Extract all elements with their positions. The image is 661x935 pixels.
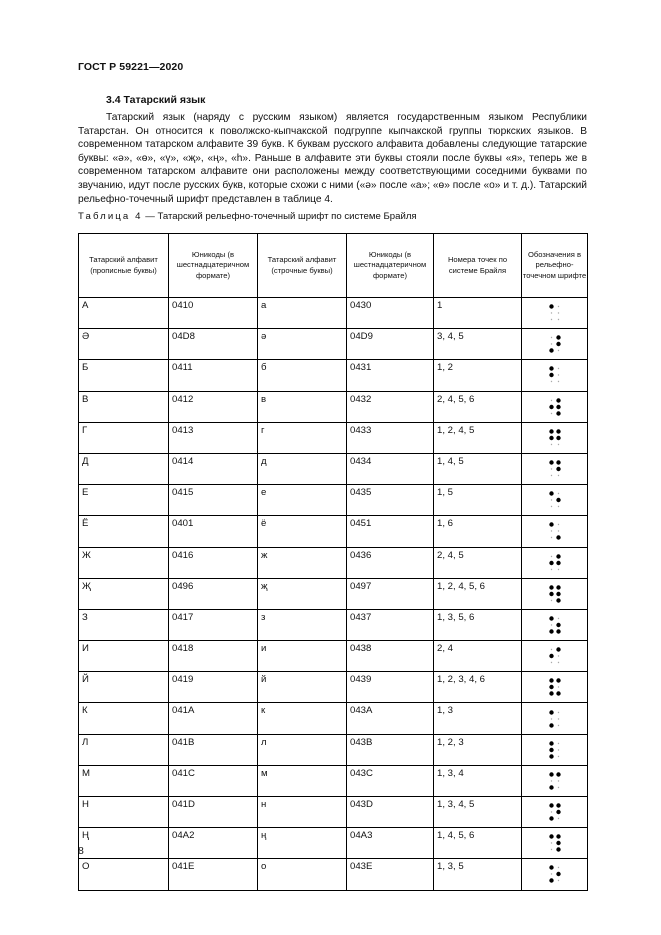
cell-braille: [522, 609, 588, 640]
braille-dot-empty: [557, 718, 558, 719]
braille-dot-empty: [550, 843, 551, 844]
table-row: [79, 391, 588, 422]
cell-braille: [522, 298, 588, 329]
cell-upper: Д: [79, 453, 169, 484]
table-caption-label: Таблица 4: [78, 211, 143, 222]
page-number: 8: [78, 845, 84, 857]
table-row: [79, 765, 588, 796]
braille-dot-raised: [549, 349, 553, 353]
braille-dot-empty: [557, 444, 558, 445]
braille-dot-empty: [557, 618, 558, 619]
braille-dot-raised: [549, 866, 553, 870]
braille-dot-raised: [556, 460, 560, 464]
cell-dots: 3, 4, 5: [434, 329, 522, 360]
cell-upper: Н: [79, 797, 169, 828]
braille-dot-raised: [556, 629, 560, 633]
cell-upper: Е: [79, 485, 169, 516]
braille-dot-raised: [549, 785, 553, 789]
cell-lower-code: 043E: [347, 859, 434, 890]
cell-lower: и: [258, 641, 347, 672]
cell-lower-code: 043B: [347, 734, 434, 765]
braille-cell-icon: [548, 740, 562, 760]
cell-lower: җ: [258, 578, 347, 609]
cell-dots: 1, 2, 4, 5, 6: [434, 578, 522, 609]
cell-dots: 1, 3, 4: [434, 765, 522, 796]
cell-lower-code: 04D9: [347, 329, 434, 360]
braille-cell-icon: [548, 490, 562, 510]
cell-lower: в: [258, 391, 347, 422]
cell-lower: б: [258, 360, 347, 391]
braille-dot-raised: [556, 554, 560, 558]
cell-dots: 1, 2: [434, 360, 522, 391]
cell-upper: А: [79, 298, 169, 329]
braille-dot-empty: [557, 506, 558, 507]
cell-braille: [522, 859, 588, 890]
cell-braille: [522, 547, 588, 578]
braille-dot-raised: [549, 304, 553, 308]
braille-dot-empty: [557, 306, 558, 307]
braille-dot-raised: [549, 816, 553, 820]
cell-braille: [522, 329, 588, 360]
table-row: [79, 734, 588, 765]
table-row: [79, 329, 588, 360]
cell-upper-code: 0412: [169, 391, 258, 422]
braille-cell-icon: [548, 864, 562, 884]
braille-dot-raised: [556, 772, 560, 776]
cell-braille: [522, 828, 588, 859]
braille-dot-empty: [550, 568, 551, 569]
table-row: [79, 609, 588, 640]
braille-dot-empty: [550, 849, 551, 850]
braille-dot-raised: [549, 754, 553, 758]
braille-dot-empty: [557, 818, 558, 819]
table-row: [79, 828, 588, 859]
braille-dot-raised: [556, 585, 560, 589]
braille-dot-empty: [557, 711, 558, 712]
cell-dots: 2, 4: [434, 641, 522, 672]
braille-dot-empty: [557, 375, 558, 376]
braille-dot-empty: [550, 718, 551, 719]
braille-dot-empty: [557, 756, 558, 757]
braille-dot-empty: [550, 399, 551, 400]
cell-upper: М: [79, 765, 169, 796]
cell-lower-code: 0431: [347, 360, 434, 391]
cell-lower: з: [258, 609, 347, 640]
cell-lower-code: 043A: [347, 703, 434, 734]
cell-lower-code: 0436: [347, 547, 434, 578]
table-caption: [78, 211, 417, 222]
cell-lower-code: 0497: [347, 578, 434, 609]
table-row: [79, 547, 588, 578]
braille-dot-raised: [549, 373, 553, 377]
braille-dot-empty: [557, 368, 558, 369]
cell-dots: 1, 6: [434, 516, 522, 547]
braille-dot-empty: [557, 787, 558, 788]
cell-dots: 2, 4, 5: [434, 547, 522, 578]
cell-lower: л: [258, 734, 347, 765]
cell-lower: к: [258, 703, 347, 734]
braille-dot-raised: [556, 872, 560, 876]
braille-cell-icon: [548, 459, 562, 479]
header-lower: Татарский алфавит (строчные буквы): [258, 234, 347, 298]
braille-dot-raised: [556, 803, 560, 807]
cell-upper-code: 041B: [169, 734, 258, 765]
table-caption-text: — Татарский рельефно-точечный шрифт по системе Брайля: [142, 211, 417, 222]
cell-lower-code: 0435: [347, 485, 434, 516]
cell-lower-code: 0438: [347, 641, 434, 672]
cell-lower: г: [258, 422, 347, 453]
cell-lower: ё: [258, 516, 347, 547]
header-lower-code: Юникоды (в шестнадцатеричном формате): [347, 234, 434, 298]
braille-dot-raised: [549, 629, 553, 633]
braille-dot-empty: [550, 468, 551, 469]
braille-dot-empty: [550, 649, 551, 650]
cell-lower-code: 043C: [347, 765, 434, 796]
braille-cell-icon: [548, 584, 562, 604]
braille-dot-empty: [557, 655, 558, 656]
table-row: [79, 298, 588, 329]
intro-paragraph: Татарский язык (наряду с русским языком) является государственным языком Республики Татарстан. Он относится к поволжско-кыпчакской подгруппе кыпчакской группы тюркских языков. В современном татарском алфавите 39 букв. К буквам русского алфавита добавлены следующие татарские буквы: «ә», «ө», «ү», «җ», «ң», «һ». Раньше в алфавите эти буквы стояли после буквы «я», теперь же в современном татарском алфавите они расположены между соответствующими соседними буквами по звучанию, идут после русских букв, которые схожи с ними («ә» после «а»; «ө» после «о» и т. д.). Татарский рельефно-точечный шрифт представлен в таблице 4.: [78, 112, 587, 205]
braille-dot-raised: [556, 835, 560, 839]
cell-upper-code: 0419: [169, 672, 258, 703]
cell-upper: К: [79, 703, 169, 734]
cell-upper-code: 0418: [169, 641, 258, 672]
braille-dot-empty: [550, 444, 551, 445]
braille-dot-raised: [549, 679, 553, 683]
braille-cell-icon: [548, 397, 562, 417]
table-row: [79, 859, 588, 890]
cell-braille: [522, 422, 588, 453]
braille-dot-empty: [557, 312, 558, 313]
cell-upper-code: 0410: [169, 298, 258, 329]
cell-upper: Җ: [79, 578, 169, 609]
cell-braille: [522, 485, 588, 516]
braille-dot-empty: [550, 811, 551, 812]
cell-upper-code: 041D: [169, 797, 258, 828]
cell-upper-code: 0401: [169, 516, 258, 547]
cell-lower: н: [258, 797, 347, 828]
cell-braille: [522, 703, 588, 734]
braille-dot-empty: [550, 600, 551, 601]
cell-upper-code: 0417: [169, 609, 258, 640]
cell-upper: Ё: [79, 516, 169, 547]
braille-dot-raised: [556, 692, 560, 696]
cell-lower: м: [258, 765, 347, 796]
cell-upper: Ә: [79, 329, 169, 360]
braille-cell-icon: [548, 833, 562, 853]
braille-dot-raised: [549, 404, 553, 408]
table-row: [79, 578, 588, 609]
cell-dots: 1, 4, 5: [434, 453, 522, 484]
braille-dot-raised: [556, 536, 560, 540]
header-braille: Обозначения в рельефно-точечном шрифте: [522, 234, 588, 298]
braille-dot-raised: [556, 404, 560, 408]
cell-upper: Ж: [79, 547, 169, 578]
braille-dot-raised: [549, 835, 553, 839]
cell-lower: й: [258, 672, 347, 703]
cell-lower: ж: [258, 547, 347, 578]
table-row: [79, 516, 588, 547]
braille-table: [78, 233, 588, 891]
cell-upper-code: 041C: [169, 765, 258, 796]
braille-dot-empty: [557, 743, 558, 744]
cell-lower-code: 0437: [347, 609, 434, 640]
table-row: [79, 641, 588, 672]
document-header: ГОСТ Р 59221—2020: [78, 61, 184, 73]
cell-upper: Л: [79, 734, 169, 765]
cell-upper-code: 04A2: [169, 828, 258, 859]
cell-lower-code: 0433: [347, 422, 434, 453]
cell-upper-code: 04D8: [169, 329, 258, 360]
braille-dot-raised: [549, 803, 553, 807]
braille-dot-raised: [549, 523, 553, 527]
braille-dot-raised: [556, 429, 560, 433]
braille-dot-raised: [549, 429, 553, 433]
cell-upper-code: 0414: [169, 453, 258, 484]
braille-dot-raised: [549, 685, 553, 689]
cell-braille: [522, 672, 588, 703]
cell-braille: [522, 641, 588, 672]
cell-upper-code: 041A: [169, 703, 258, 734]
cell-upper-code: 0415: [169, 485, 258, 516]
cell-dots: 1: [434, 298, 522, 329]
table-row: [79, 485, 588, 516]
cell-braille: [522, 734, 588, 765]
braille-dot-empty: [550, 874, 551, 875]
braille-dot-raised: [556, 436, 560, 440]
braille-dot-raised: [556, 848, 560, 852]
braille-dot-raised: [556, 841, 560, 845]
cell-braille: [522, 453, 588, 484]
braille-dot-raised: [549, 772, 553, 776]
braille-dot-empty: [550, 780, 551, 781]
cell-lower: ң: [258, 828, 347, 859]
braille-dot-raised: [549, 748, 553, 752]
braille-dot-raised: [549, 585, 553, 589]
braille-dot-raised: [549, 492, 553, 496]
cell-upper-code: 041E: [169, 859, 258, 890]
cell-dots: 1, 5: [434, 485, 522, 516]
braille-cell-icon: [548, 521, 562, 541]
braille-dot-empty: [550, 381, 551, 382]
braille-dot-raised: [556, 342, 560, 346]
cell-upper: Й: [79, 672, 169, 703]
cell-braille: [522, 578, 588, 609]
cell-dots: 1, 4, 5, 6: [434, 828, 522, 859]
braille-cell-icon: [548, 802, 562, 822]
braille-dot-raised: [549, 723, 553, 727]
cell-braille: [522, 765, 588, 796]
braille-dot-raised: [549, 460, 553, 464]
braille-dot-empty: [557, 687, 558, 688]
braille-dot-empty: [557, 493, 558, 494]
cell-upper-code: 0496: [169, 578, 258, 609]
braille-dot-raised: [556, 467, 560, 471]
braille-dot-empty: [550, 475, 551, 476]
cell-upper: З: [79, 609, 169, 640]
header-dots: Номера точек по системе Брайля: [434, 234, 522, 298]
braille-dot-raised: [556, 411, 560, 415]
braille-dot-raised: [556, 336, 560, 340]
cell-braille: [522, 516, 588, 547]
braille-dot-empty: [550, 662, 551, 663]
cell-upper-code: 0413: [169, 422, 258, 453]
cell-upper: В: [79, 391, 169, 422]
braille-dot-raised: [549, 710, 553, 714]
braille-cell-icon: [548, 615, 562, 635]
braille-cell-icon: [548, 303, 562, 323]
braille-dot-empty: [557, 524, 558, 525]
cell-dots: 1, 3, 4, 5: [434, 797, 522, 828]
braille-dot-empty: [550, 531, 551, 532]
braille-cell-icon: [548, 553, 562, 573]
table-row: [79, 360, 588, 391]
braille-dot-raised: [549, 654, 553, 658]
cell-lower-code: 0439: [347, 672, 434, 703]
braille-dot-raised: [556, 560, 560, 564]
braille-dot-raised: [556, 623, 560, 627]
braille-dot-raised: [549, 560, 553, 564]
braille-cell-icon: [548, 646, 562, 666]
braille-dot-raised: [556, 598, 560, 602]
cell-lower: д: [258, 453, 347, 484]
cell-upper: И: [79, 641, 169, 672]
braille-dot-raised: [549, 741, 553, 745]
braille-dot-raised: [549, 367, 553, 371]
braille-dot-empty: [557, 724, 558, 725]
braille-cell-icon: [548, 428, 562, 448]
braille-dot-raised: [556, 498, 560, 502]
cell-dots: 1, 2, 3: [434, 734, 522, 765]
section-title: 3.4 Татарский язык: [106, 94, 206, 106]
cell-dots: 1, 3, 5, 6: [434, 609, 522, 640]
braille-dot-empty: [557, 780, 558, 781]
braille-dot-empty: [557, 662, 558, 663]
table-header-row: [79, 234, 588, 298]
cell-upper: О: [79, 859, 169, 890]
braille-dot-raised: [549, 879, 553, 883]
braille-dot-empty: [550, 506, 551, 507]
cell-lower: е: [258, 485, 347, 516]
braille-dot-raised: [549, 592, 553, 596]
cell-braille: [522, 391, 588, 422]
cell-lower: а: [258, 298, 347, 329]
braille-dot-empty: [557, 475, 558, 476]
cell-dots: 1, 2, 3, 4, 6: [434, 672, 522, 703]
braille-dot-empty: [557, 381, 558, 382]
cell-dots: 1, 2, 4, 5: [434, 422, 522, 453]
cell-lower-code: 0451: [347, 516, 434, 547]
braille-dot-empty: [550, 555, 551, 556]
cell-dots: 1, 3, 5: [434, 859, 522, 890]
braille-dot-empty: [550, 537, 551, 538]
braille-dot-empty: [557, 319, 558, 320]
braille-dot-empty: [550, 319, 551, 320]
header-upper-code: Юникоды (в шестнадцатеричном формате): [169, 234, 258, 298]
cell-dots: 1, 3: [434, 703, 522, 734]
braille-cell-icon: [548, 365, 562, 385]
braille-dot-raised: [556, 679, 560, 683]
cell-upper: Г: [79, 422, 169, 453]
braille-dot-raised: [556, 592, 560, 596]
braille-dot-empty: [550, 337, 551, 338]
braille-dot-raised: [556, 647, 560, 651]
cell-upper: Ң: [79, 828, 169, 859]
braille-dot-raised: [549, 692, 553, 696]
braille-dot-empty: [557, 880, 558, 881]
cell-lower-code: 0430: [347, 298, 434, 329]
braille-dot-empty: [557, 531, 558, 532]
braille-dot-raised: [556, 810, 560, 814]
braille-dot-empty: [550, 344, 551, 345]
braille-dot-raised: [549, 436, 553, 440]
cell-upper: Б: [79, 360, 169, 391]
braille-dot-empty: [550, 312, 551, 313]
cell-braille: [522, 360, 588, 391]
cell-lower-code: 0434: [347, 453, 434, 484]
table-row: [79, 797, 588, 828]
braille-cell-icon: [548, 771, 562, 791]
cell-dots: 2, 4, 5, 6: [434, 391, 522, 422]
braille-dot-empty: [557, 350, 558, 351]
table-row: [79, 703, 588, 734]
cell-lower-code: 04A3: [347, 828, 434, 859]
braille-dot-empty: [557, 568, 558, 569]
braille-dot-empty: [550, 624, 551, 625]
header-upper: Татарский алфавит (прописные буквы): [79, 234, 169, 298]
cell-upper-code: 0411: [169, 360, 258, 391]
braille-dot-empty: [557, 749, 558, 750]
braille-dot-raised: [549, 616, 553, 620]
cell-braille: [522, 797, 588, 828]
table-row: [79, 422, 588, 453]
braille-dot-empty: [550, 500, 551, 501]
cell-upper-code: 0416: [169, 547, 258, 578]
cell-lower-code: 043D: [347, 797, 434, 828]
braille-cell-icon: [548, 677, 562, 697]
braille-dot-empty: [557, 867, 558, 868]
table-row: [79, 453, 588, 484]
cell-lower: о: [258, 859, 347, 890]
cell-lower-code: 0432: [347, 391, 434, 422]
braille-cell-icon: [548, 709, 562, 729]
braille-cell-icon: [548, 334, 562, 354]
braille-dot-raised: [556, 398, 560, 402]
table-row: [79, 672, 588, 703]
braille-dot-empty: [550, 412, 551, 413]
cell-lower: ә: [258, 329, 347, 360]
